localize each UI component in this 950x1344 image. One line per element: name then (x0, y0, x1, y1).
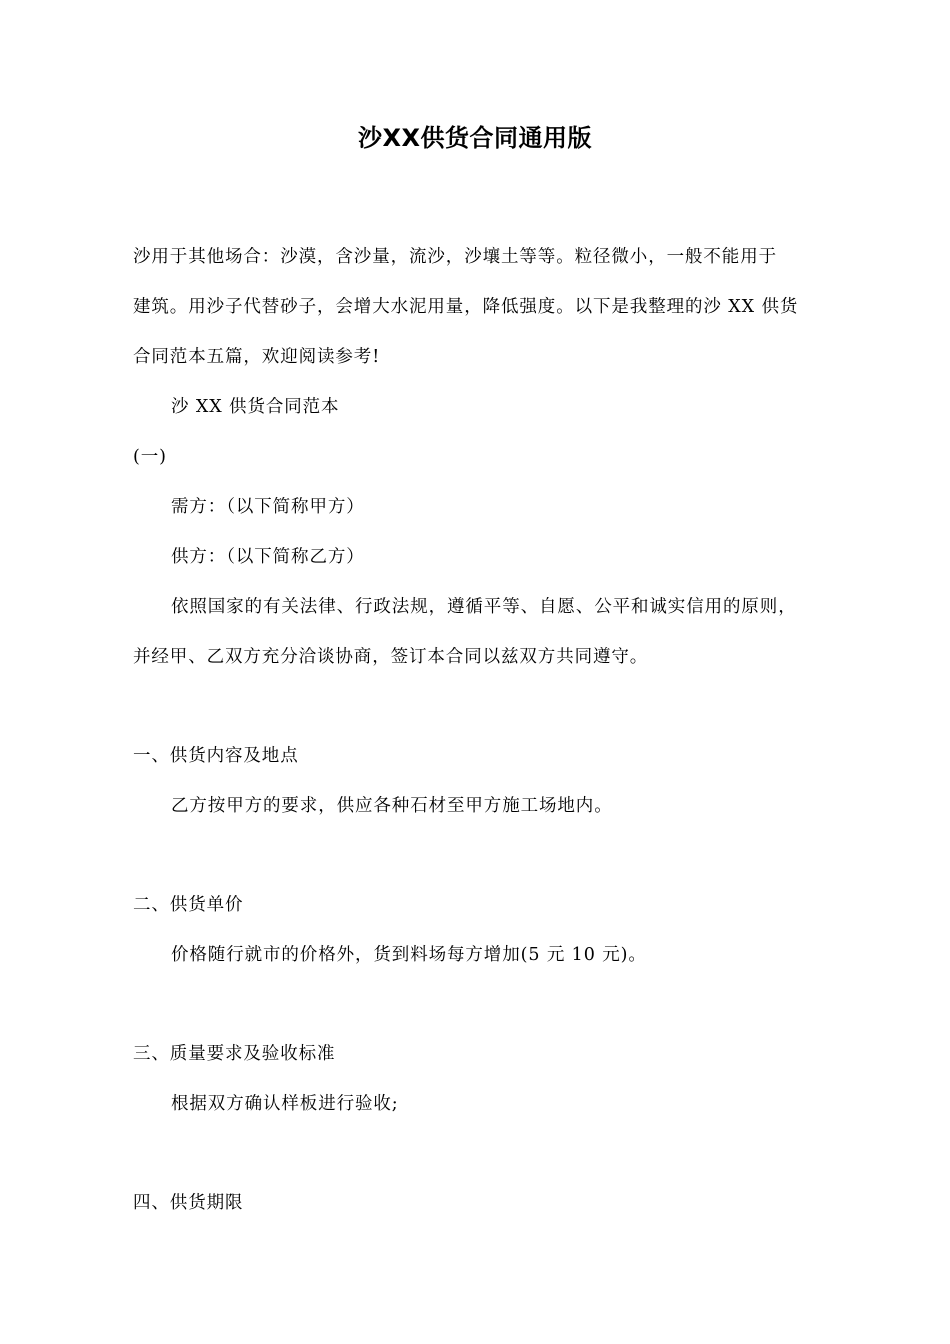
section-heading-2: 二、供货单价 (133, 895, 244, 915)
supplier-line: 供方：（以下简称乙方） (171, 547, 365, 567)
section-heading-4: 四、供货期限 (133, 1193, 244, 1213)
sample-heading: 沙 XX 供货合同范本 (171, 397, 340, 417)
intro-line-1: 沙用于其他场合：沙漠，含沙量，流沙，沙壤土等等。粒径微小，一般不能用于 (133, 247, 777, 267)
intro-line-2: 建筑。用沙子代替砂子，会增大水泥用量，降低强度。以下是我整理的沙 XX 供货 (133, 297, 799, 317)
section-body-2: 价格随行就市的价格外，货到料场每方增加(5 元 10 元)。 (171, 945, 647, 965)
sample-number: (一) (133, 447, 167, 467)
section-heading-1: 一、供货内容及地点 (133, 746, 299, 766)
document-title: 沙XX供货合同通用版 (357, 124, 592, 152)
section-heading-3: 三、质量要求及验收标准 (133, 1044, 336, 1064)
section-body-1: 乙方按甲方的要求，供应各种石材至甲方施工场地内。 (171, 796, 613, 816)
section-body-3: 根据双方确认样板进行验收; (171, 1094, 399, 1114)
intro-line-3: 合同范本五篇，欢迎阅读参考! (133, 347, 381, 367)
preamble-line-2: 并经甲、乙双方充分洽谈协商，签订本合同以兹双方共同遵守。 (133, 647, 649, 667)
preamble-line-1: 依照国家的有关法律、行政法规，遵循平等、自愿、公平和诚实信用的原则， (171, 597, 797, 617)
buyer-line: 需方：（以下简称甲方） (171, 497, 365, 517)
